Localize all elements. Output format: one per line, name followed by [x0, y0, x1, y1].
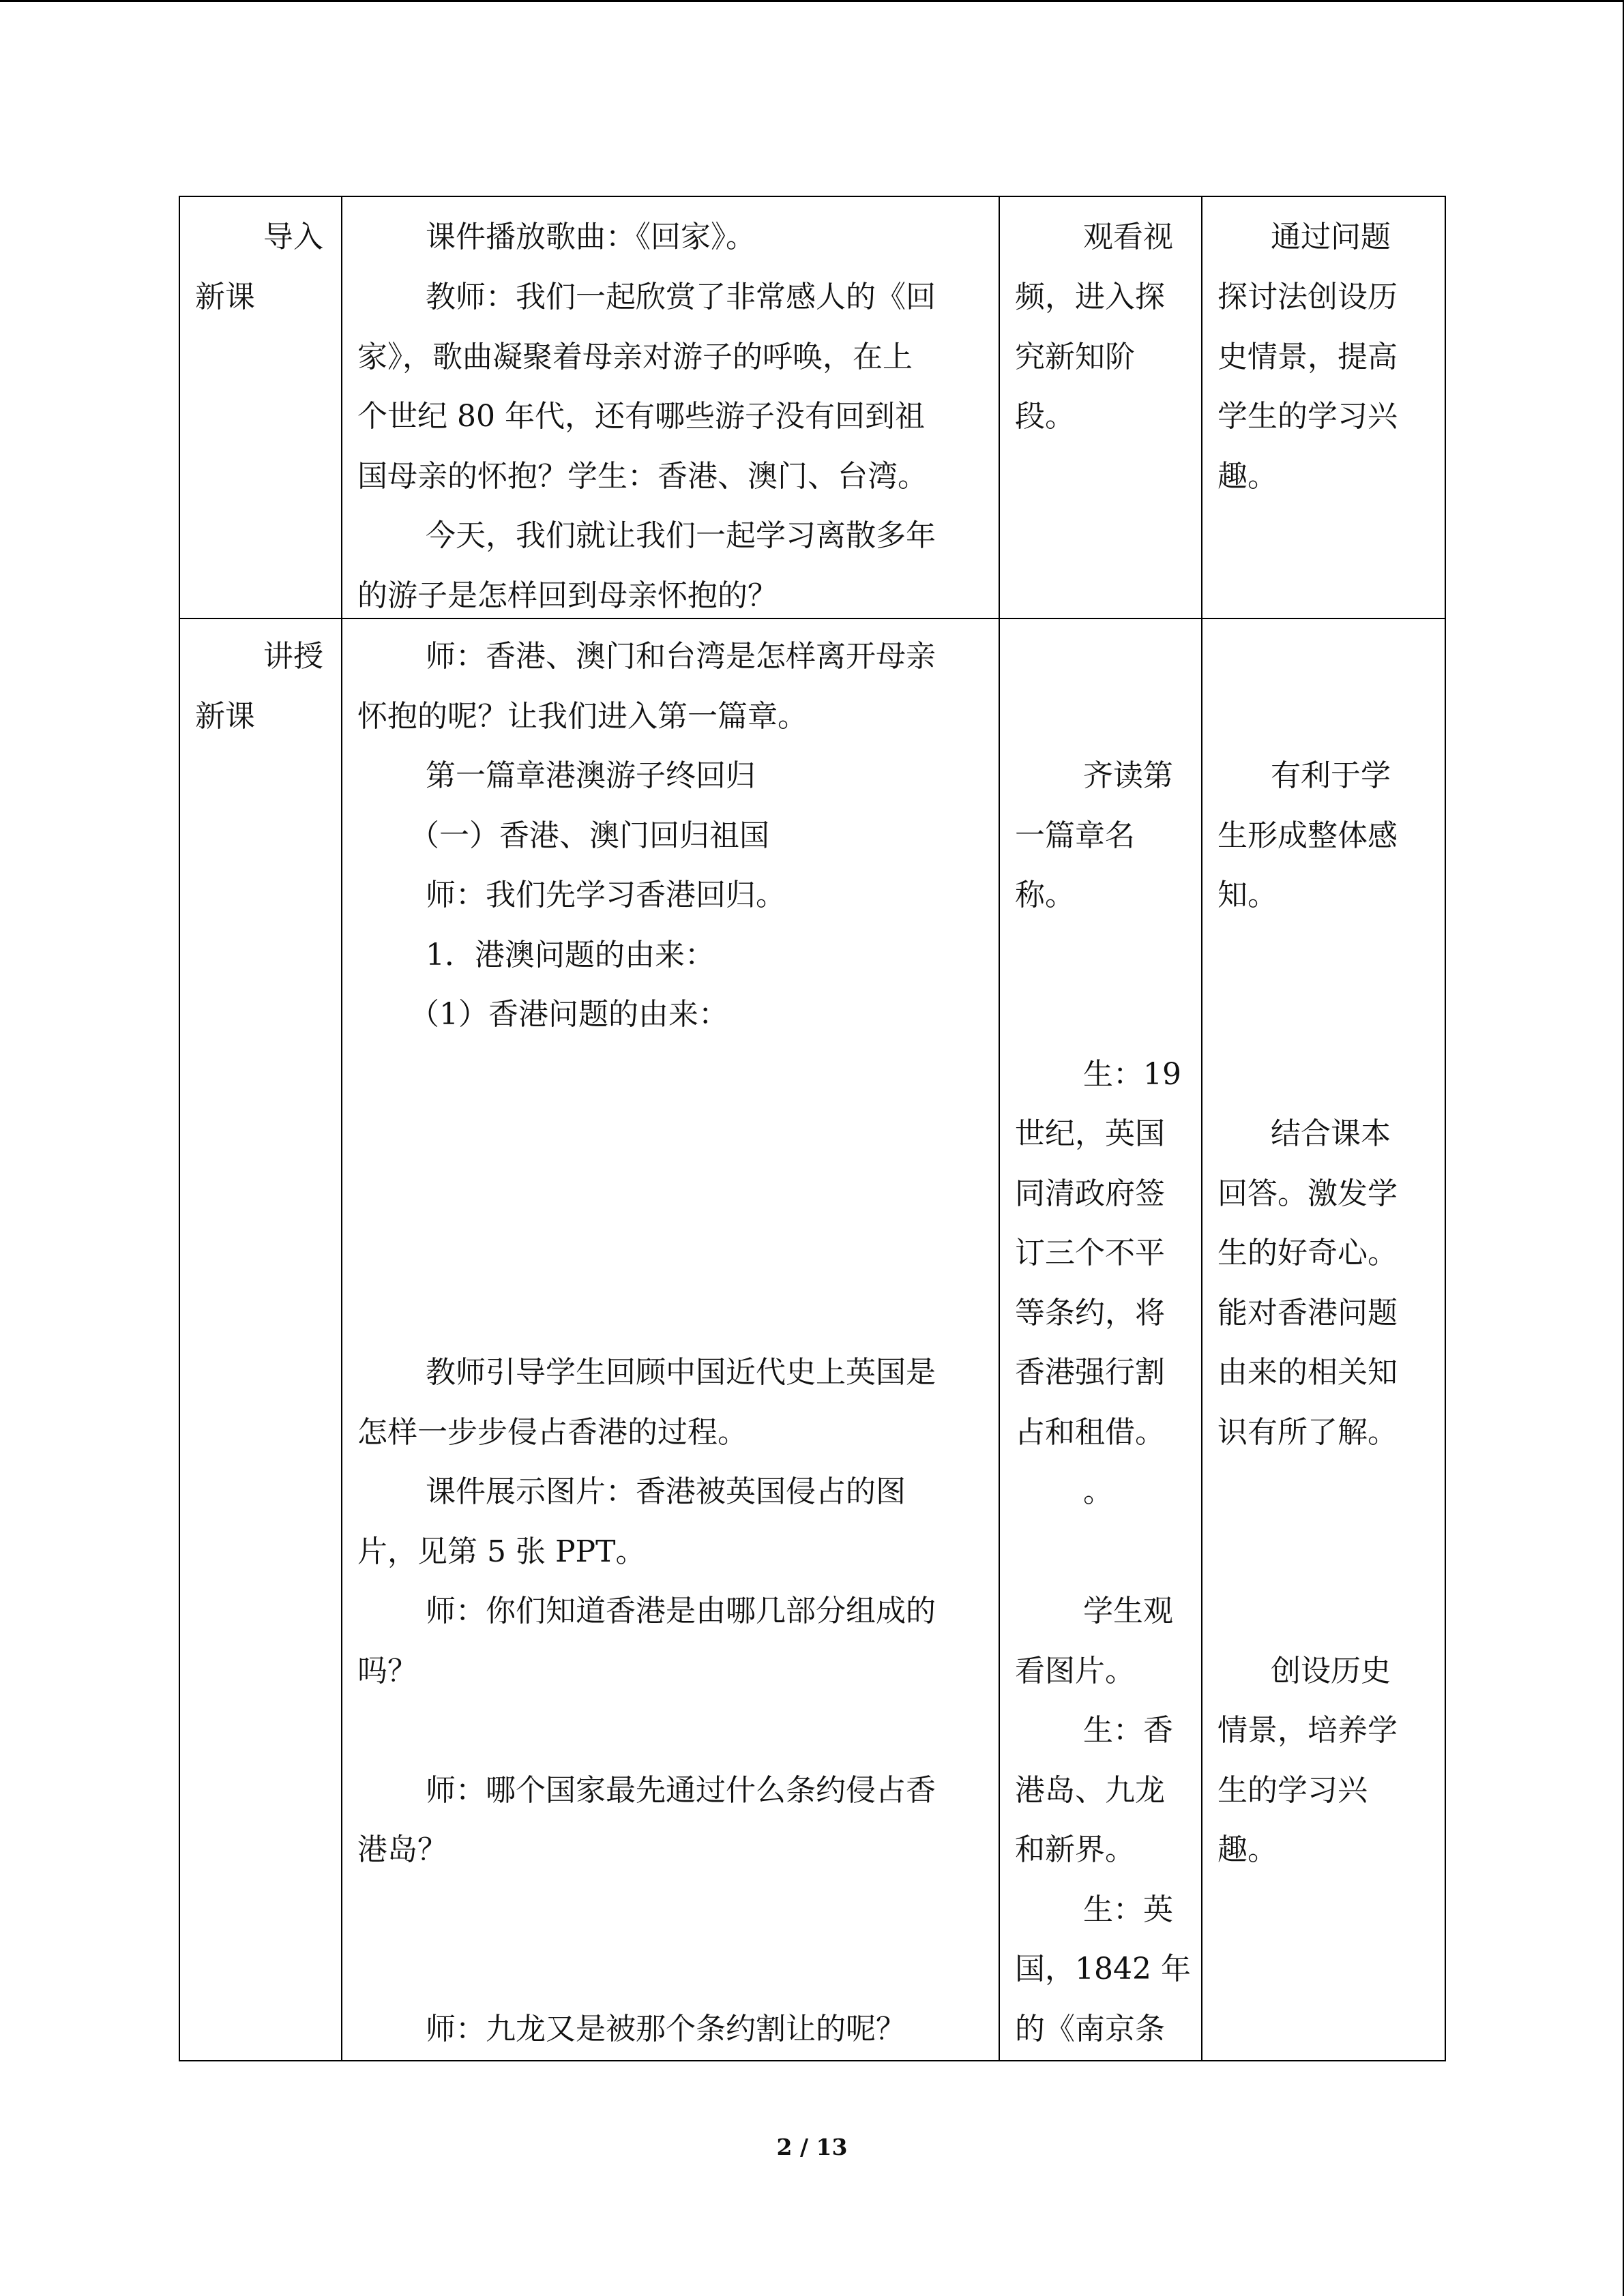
content-line: 怀抱的呢？让我们进入第一篇章。: [357, 699, 808, 734]
stage-label-line: 新课: [195, 280, 255, 314]
content-line: 的游子是怎样回到母亲怀抱的？: [357, 578, 778, 613]
design-purpose-line: 趣。: [1217, 459, 1278, 494]
lesson-plan-table: [179, 196, 1446, 2061]
page-number: 2 / 13: [776, 2134, 848, 2160]
student-activity-line: 学生观: [1083, 1594, 1173, 1628]
student-activity-line: 看图片。: [1015, 1654, 1135, 1688]
content-line: 怎样一步步侵占香港的过程。: [357, 1415, 748, 1450]
content-cell-teaching: [342, 619, 999, 2061]
student-activity-line: 国，1842 年: [1015, 1952, 1191, 1986]
design-purpose-cell-intro: [1202, 197, 1446, 618]
content-line: 师：九龙又是被那个条约割让的呢？: [426, 2012, 906, 2046]
design-purpose-line: 有利于学: [1271, 758, 1391, 793]
student-activity-line: 港岛、九龙: [1015, 1773, 1165, 1808]
content-line: 师：我们先学习香港回归。: [426, 878, 786, 912]
content-line: 家》，歌曲凝聚着母亲对游子的呼唤，在上: [357, 340, 913, 374]
student-activity-cell-teaching: [1000, 619, 1201, 2061]
design-purpose-line: 情景，培养学: [1217, 1713, 1398, 1748]
student-activity-line: 占和租借。: [1015, 1415, 1165, 1450]
design-purpose-line: 生形成整体感: [1217, 818, 1398, 853]
design-purpose-line: 结合课本: [1271, 1116, 1391, 1151]
design-purpose-line: 生的好奇心。: [1217, 1236, 1398, 1270]
student-activity-line: 订三个不平: [1015, 1236, 1165, 1270]
student-activity-line: 生：香: [1083, 1713, 1173, 1748]
content-line: 师：哪个国家最先通过什么条约侵占香: [426, 1773, 936, 1808]
stage-label-line: 新课: [195, 699, 255, 734]
design-purpose-line: 学生的学习兴: [1217, 399, 1398, 434]
content-line: 今天，我们就让我们一起学习离散多年: [426, 518, 936, 553]
stage-label-line: 讲授: [263, 639, 323, 674]
content-line: （一）香港、澳门回归祖国: [409, 818, 769, 853]
content-line: 教师引导学生回顾中国近代史上英国是: [426, 1355, 936, 1390]
student-activity-line: 世纪，英国: [1015, 1116, 1165, 1151]
content-line: 1．港澳问题的由来：: [426, 938, 715, 972]
stage-label-line: 导入: [263, 220, 323, 254]
design-purpose-line: 趣。: [1217, 1832, 1278, 1867]
content-line: 师：香港、澳门和台湾是怎样离开母亲: [426, 639, 936, 674]
content-line: 第一篇章港澳游子终回归: [426, 758, 756, 793]
stage-cell-intro: [180, 197, 341, 618]
content-line: 个世纪 80 年代，还有哪些游子没有回到祖: [357, 399, 925, 434]
content-line: 港岛？: [357, 1832, 447, 1867]
student-activity-line: 究新知阶: [1015, 340, 1135, 374]
student-activity-line: 香港强行割: [1015, 1355, 1165, 1390]
student-activity-line: 。: [1083, 1474, 1113, 1509]
student-activity-line: 称。: [1015, 878, 1075, 912]
content-line: 国母亲的怀抱？学生：香港、澳门、台湾。: [357, 459, 928, 494]
student-activity-line: 生：英: [1083, 1892, 1173, 1927]
design-purpose-cell-teaching: [1202, 619, 1446, 2061]
content-cell-intro: [342, 197, 999, 618]
content-line: 教师：我们一起欣赏了非常感人的《回: [426, 280, 936, 314]
design-purpose-line: 能对香港问题: [1217, 1296, 1398, 1330]
page-top-border: [0, 0, 1624, 2]
student-activity-cell-intro: [1000, 197, 1201, 618]
design-purpose-line: 通过问题: [1271, 220, 1391, 254]
student-activity-line: 的《南京条: [1015, 2012, 1165, 2046]
stage-cell-teaching: [180, 619, 341, 2061]
student-activity-line: 等条约，将: [1015, 1296, 1165, 1330]
content-line: （1）香港问题的由来：: [409, 997, 728, 1032]
student-activity-line: 观看视: [1083, 220, 1173, 254]
student-activity-line: 同清政府签: [1015, 1176, 1165, 1211]
student-activity-line: 齐读第: [1083, 758, 1173, 793]
student-activity-line: 频，进入探: [1015, 280, 1165, 314]
design-purpose-line: 创设历史: [1271, 1654, 1391, 1688]
design-purpose-line: 史情景，提高: [1217, 340, 1398, 374]
design-purpose-line: 知。: [1217, 878, 1278, 912]
content-line: 片，见第 5 张 PPT。: [357, 1534, 646, 1569]
student-activity-line: 段。: [1015, 399, 1075, 434]
student-activity-line: 生：19: [1083, 1057, 1181, 1092]
design-purpose-line: 识有所了解。: [1217, 1415, 1398, 1450]
design-purpose-line: 由来的相关知: [1217, 1355, 1398, 1390]
design-purpose-line: 探讨法创设历: [1217, 280, 1398, 314]
design-purpose-line: 回答。激发学: [1217, 1176, 1398, 1211]
student-activity-line: 和新界。: [1015, 1832, 1135, 1867]
design-purpose-line: 生的学习兴: [1217, 1773, 1368, 1808]
student-activity-line: 一篇章名: [1015, 818, 1135, 853]
content-line: 课件展示图片：香港被英国侵占的图: [426, 1474, 906, 1509]
content-line: 吗？: [357, 1654, 417, 1688]
content-line: 师：你们知道香港是由哪几部分组成的: [426, 1594, 936, 1628]
content-line: 课件播放歌曲：《回家》。: [426, 220, 756, 254]
